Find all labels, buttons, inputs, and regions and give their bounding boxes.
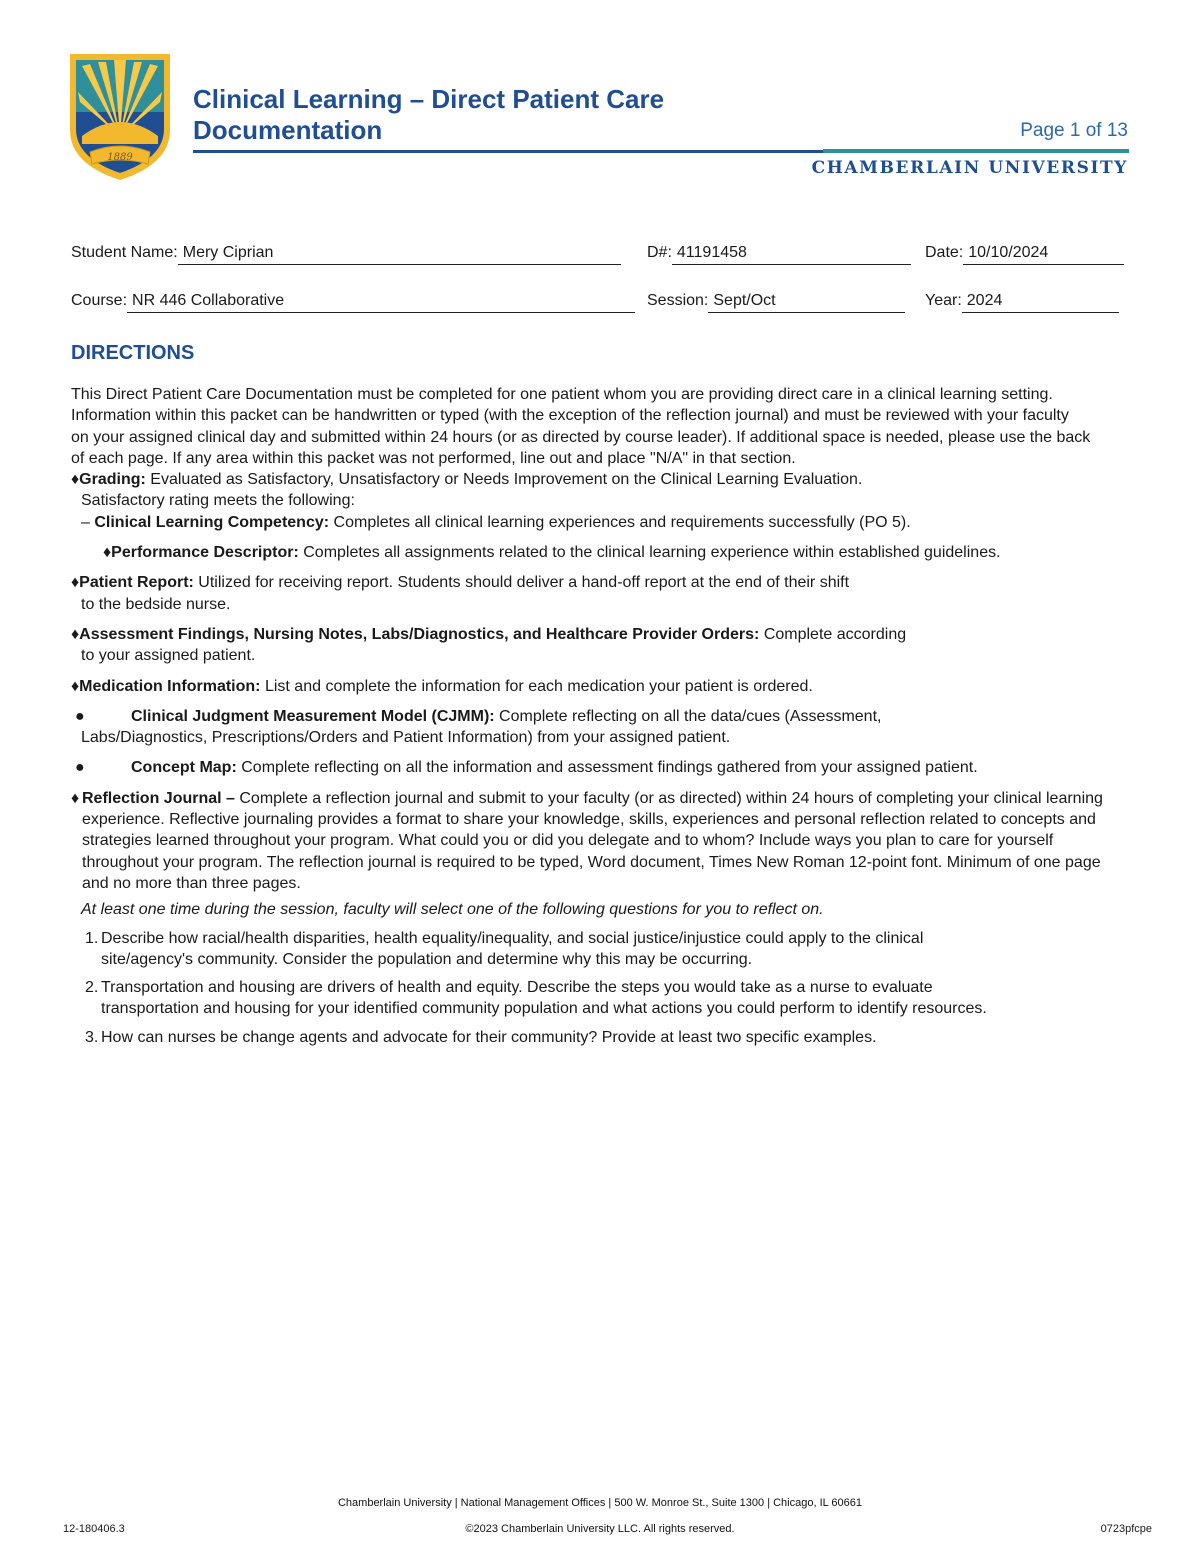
grading-text: Evaluated as Satisfactory, Unsatisfactory or Needs Improvement on the Clinical Learning Evaluation. <box>150 471 863 489</box>
concept-map-item <box>71 757 1131 778</box>
journal-item <box>71 788 1131 894</box>
bullet-icon: ♦ <box>71 574 80 592</box>
cjmm-item <box>71 706 1131 727</box>
footer-code-right: 0723pfcpe <box>1100 1523 1152 1535</box>
medication-label: Medication Information: <box>79 677 261 695</box>
bullet-icon: ♦ <box>71 471 80 489</box>
competency-label: Clinical Learning Competency: <box>94 513 330 531</box>
cjmm-text: Complete reflecting on all the data/cues (Assessment, <box>499 707 882 725</box>
directions-heading: DIRECTIONS <box>71 342 195 364</box>
question-1-text: Describe how racial/health disparities, health equality/inequality, and social justice/injustice could apply to the clinical site/agency's community. Consider the population and determine why this may be occurring. <box>101 929 924 968</box>
bullet-icon: ♦ <box>71 677 80 695</box>
footer-copyright: ©2023 Chamberlain University LLC. All rights reserved. <box>465 1523 735 1535</box>
journal-label: Reflection Journal – <box>82 789 235 807</box>
assessment-label: Assessment Findings, Nursing Notes, Labs/Diagnostics, and Healthcare Provider Orders: <box>79 625 760 643</box>
descriptor-text: Completes all assignments related to the clinical learning experience within established guidelines. <box>303 544 1001 562</box>
bullet-icon: ♦ <box>71 625 80 643</box>
d-number-value[interactable]: 41191458 <box>672 244 911 265</box>
concept-map-label: Concept Map: <box>131 759 237 777</box>
student-name-label: Student Name: <box>71 244 178 261</box>
session-label: Session: <box>647 292 709 309</box>
document-title <box>193 84 664 146</box>
d-number-label: D#: <box>647 244 672 261</box>
directions-intro: This Direct Patient Care Documentation must be completed for one patient whom you are providing direct care in a clinical learning setting. Information within this packet can be handwritten or typed (with the exception of the reflection journal) and must be reviewed with your faculty on your assigned clinical day and submitted within 24 hours (or as directed by course leader). If additional space is needed, please use the back of each page. If any area within this packet was not performed, line out and place "N/A" in that section. <box>71 386 1091 467</box>
question-2 <box>71 977 1131 1020</box>
descriptor-label: Performance Descriptor: <box>111 544 299 562</box>
assessment-item <box>71 624 1131 645</box>
cjmm-text-2: Labs/Diagnostics, Prescriptions/Orders and Patient Information) from your assigned patient. <box>81 729 731 747</box>
course-label: Course: <box>71 292 128 309</box>
question-1 <box>71 928 1131 971</box>
assessment-text-2: to your assigned patient. <box>81 647 256 665</box>
form-row-1 <box>71 244 1131 266</box>
assessment-text: Complete according <box>763 625 907 643</box>
student-name-field[interactable] <box>71 244 621 265</box>
medication-item <box>71 676 1131 697</box>
concept-map-text: Complete reflecting on all the information and assessment findings gathered from your assigned patient. <box>241 759 978 777</box>
session-value[interactable]: Sept/Oct <box>708 292 905 313</box>
title-line-1: Clinical Learning – Direct Patient Care <box>193 84 665 114</box>
course-field[interactable] <box>71 292 635 313</box>
footer-code-left: 12-180406.3 <box>63 1523 125 1535</box>
date-field[interactable] <box>925 244 1124 265</box>
reflection-note: At least one time during the session, faculty will select one of the following questions for you to reflect on. <box>81 901 824 919</box>
medication-text: List and complete the information for each medication your patient is ordered. <box>264 677 813 695</box>
report-text-2: to the bedside nurse. <box>81 595 231 613</box>
year-value[interactable]: 2024 <box>962 292 1119 313</box>
session-field[interactable] <box>647 292 905 313</box>
date-label: Date: <box>925 244 964 261</box>
question-1-number: 1. <box>85 929 99 947</box>
course-value[interactable]: NR 446 Collaborative <box>127 292 635 313</box>
bullet-icon: ● <box>75 759 85 777</box>
date-value[interactable]: 10/10/2024 <box>963 244 1124 265</box>
report-text: Utilized for receiving report. Students should deliver a hand-off report at the end of their shift <box>198 574 850 592</box>
cjmm-label: Clinical Judgment Measurement Model (CJMM): <box>131 707 495 725</box>
bullet-icon: ♦ <box>71 789 80 807</box>
question-3 <box>71 1027 1131 1048</box>
footer-address: Chamberlain University | National Management Offices | 500 W. Monroe St., Suite 1300 | Chicago, IL 60661 <box>337 1497 862 1509</box>
report-item <box>71 572 1131 593</box>
d-number-field[interactable] <box>647 244 911 265</box>
question-3-number: 3. <box>85 1028 99 1046</box>
grading-label: Grading: <box>79 471 146 489</box>
question-2-text: Transportation and housing are drivers of health and equity. Describe the steps you would take as a nurse to evaluate transportation and housing for your identified community population and what actions you could perform to identify resources. <box>101 979 987 1018</box>
page-number: Page 1 of 13 <box>1020 120 1128 141</box>
question-3-text: How can nurses be change agents and advocate for their community? Provide at least two specific examples. <box>101 1028 877 1046</box>
grading-item <box>71 469 1131 490</box>
bullet-icon: ♦ <box>103 544 112 562</box>
grading-sub: Satisfactory rating meets the following: <box>81 492 355 510</box>
competency-item <box>71 512 1131 533</box>
journal-paragraph <box>82 788 1112 894</box>
svg-text:1889: 1889 <box>107 152 133 163</box>
title-line-2: Documentation <box>193 115 383 145</box>
header-rule-blue <box>193 150 823 153</box>
competency-text: Completes all clinical learning experiences and requirements successfully (PO 5). <box>333 513 911 531</box>
year-label: Year: <box>925 292 962 309</box>
bullet-icon: ● <box>75 707 85 725</box>
descriptor-item <box>71 542 1131 563</box>
journal-text: Complete a reflection journal and submit to your faculty (or as directed) within 24 hours of completing your clinical learning experience. Reflective journaling provides a format to share your knowledge, skills, experiences and personal reflection related to concepts and strategies learned throughout your program. What could you or did you delegate and to whom? Include ways you plan to care for yourself throughout your program. The reflection journal is required to be typed, Word document, Times New Roman 12-point font. Minimum of one page and no more than three pages. <box>82 789 1103 892</box>
dash-icon: – <box>81 513 90 531</box>
year-field[interactable] <box>925 292 1119 313</box>
student-name-value[interactable]: Mery Ciprian <box>178 244 621 265</box>
university-wordmark: CHAMBERLAIN UNIVERSITY <box>811 158 1128 178</box>
form-row-2 <box>71 292 1131 314</box>
report-label: Patient Report: <box>79 574 194 592</box>
question-2-number: 2. <box>85 979 99 997</box>
header-rule-teal <box>823 149 1129 153</box>
directions-body <box>71 384 1131 1048</box>
chamberlain-logo <box>68 52 172 182</box>
